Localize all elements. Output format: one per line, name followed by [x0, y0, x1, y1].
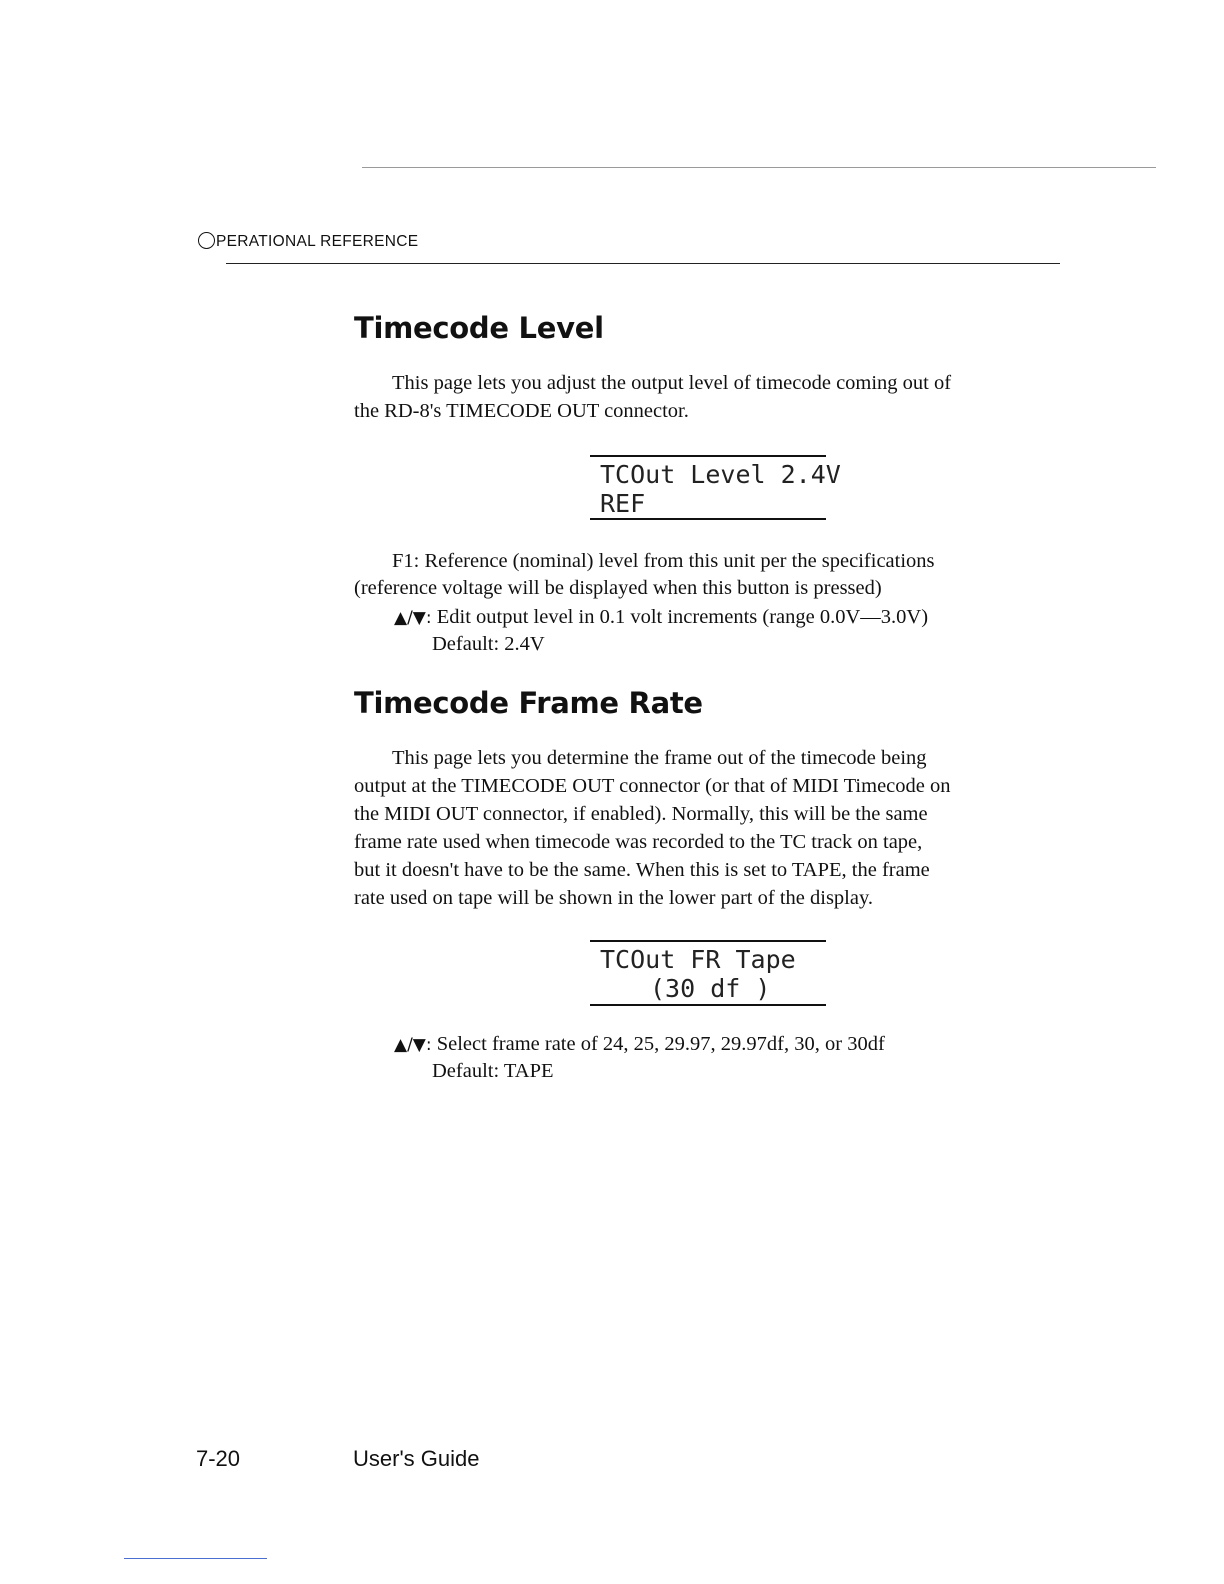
lcd-line-2: REF [600, 489, 646, 518]
timecode-frame-rate-intro [354, 744, 1074, 912]
top-rule [362, 167, 1156, 168]
paragraph-line: This page lets you determine the frame out of the timecode being [392, 747, 927, 769]
level-arrow-description [394, 604, 928, 632]
running-head [198, 232, 418, 251]
paragraph-line: the MIDI OUT connector, if enabled). Normally, this will be the same [354, 803, 928, 825]
footer-title: User's Guide [353, 1446, 480, 1471]
lcd-line-1: TCOut Level 2.4V [600, 460, 841, 489]
up-down-arrow-icon: ▲/▼: [394, 608, 432, 628]
f1-line: (reference voltage will be displayed when this button is pressed) [354, 577, 882, 599]
lcd-display-timecode-level [590, 455, 841, 520]
section-heading-timecode-level: Timecode Level [354, 311, 604, 345]
f1-line: F1: Reference (nominal) level from this unit per the specifications [392, 550, 935, 572]
paragraph-line: This page lets you adjust the output level of timecode coming out of [392, 372, 952, 394]
running-head-text: PERATIONAL REFERENCE [216, 233, 419, 250]
lcd-display-timecode-frame-rate [590, 940, 826, 1006]
lcd-line-1: TCOut FR Tape [600, 945, 796, 974]
running-head-rule [226, 263, 1060, 264]
arrow-description-text: Edit output level in 0.1 volt increments (range 0.0V—3.0V) [436, 606, 929, 628]
arrow-description-text: Select frame rate of 24, 25, 29.97, 29.97df, 30, or 30df [436, 1033, 885, 1055]
rate-default: Default: TAPE [432, 1060, 554, 1082]
timecode-level-intro [354, 369, 1074, 425]
bottom-divider [124, 1558, 267, 1559]
running-head-initial [198, 232, 215, 249]
page-number: 7-20 [196, 1446, 241, 1471]
paragraph-line: the RD-8's TIMECODE OUT connector. [354, 400, 689, 422]
lcd-line-2: (30 df ) [650, 974, 771, 1003]
section-heading-timecode-frame-rate: Timecode Frame Rate [354, 686, 703, 720]
paragraph-line: frame rate used when timecode was recorded to the TC track on tape, [354, 831, 923, 853]
paragraph-line: output at the TIMECODE OUT connector (or that of MIDI Timecode on [354, 775, 951, 797]
up-down-arrow-icon: ▲/▼: [394, 1035, 432, 1055]
f1-description [354, 548, 935, 602]
paragraph-line: but it doesn't have to be the same. When this is set to TAPE, the frame [354, 859, 930, 881]
rate-arrow-description [394, 1031, 885, 1059]
paragraph-line: rate used on tape will be shown in the lower part of the display. [354, 887, 874, 909]
level-default: Default: 2.4V [432, 633, 545, 655]
